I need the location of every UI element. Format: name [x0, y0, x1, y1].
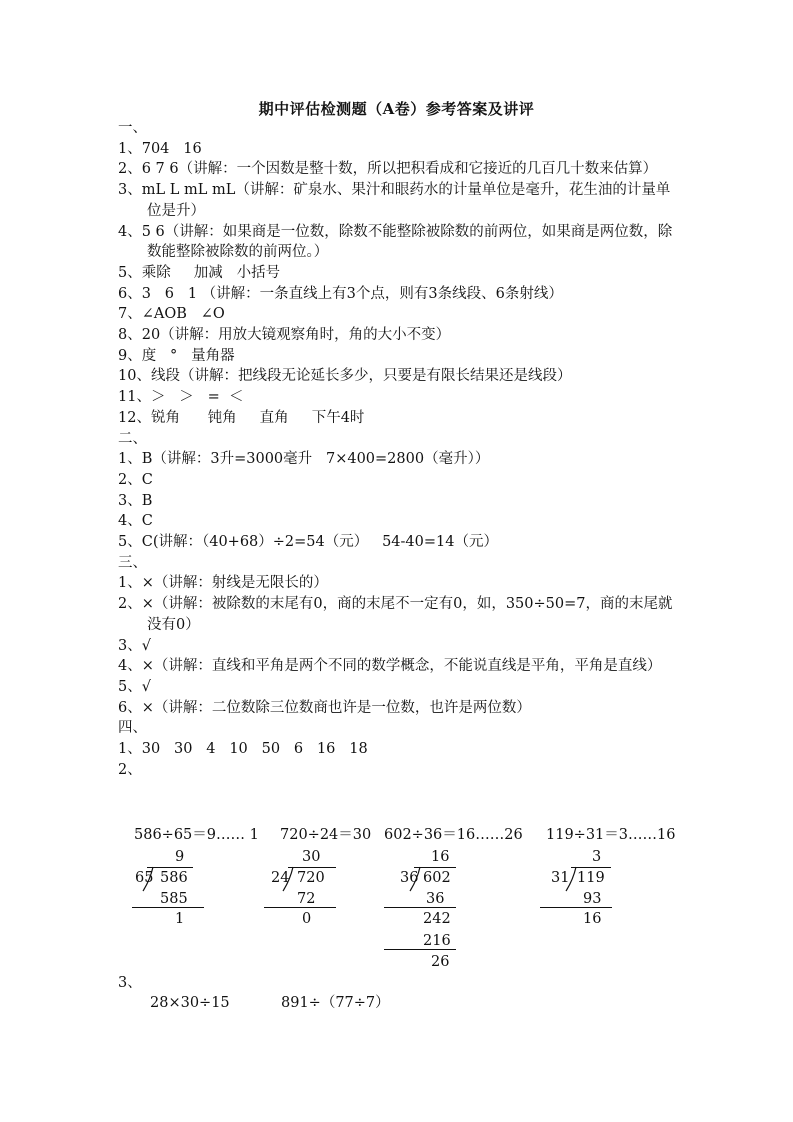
remainder: 0 — [302, 911, 312, 927]
quotient: 9 — [175, 849, 185, 865]
dividend: 586 — [160, 870, 188, 886]
division-bracket — [143, 867, 153, 891]
answer-item: 1、704 16 — [118, 140, 202, 157]
answer-item: 5、√ — [118, 678, 151, 695]
division-equation: 720÷24＝30 — [280, 827, 372, 843]
answer-item: 4、C — [118, 513, 153, 530]
division-bracket — [283, 867, 293, 891]
subtraction-step: 216 — [423, 933, 451, 949]
answer-item: 6、3 6 1 （讲解：一条直线上有3个点，则有3条线段、6条射线） — [118, 285, 563, 302]
answer-item: 3、mL L mL mL（讲解：矿泉水、果汁和眼药水的计量单位是毫升，花生油的计量单位是升） — [118, 182, 671, 219]
answer-item: 10、线段（讲解：把线段无论延长多少，只要是有限长结果还是线段） — [118, 368, 572, 385]
answer-item: 3、√ — [118, 637, 151, 654]
expression: 28×30÷15 — [150, 995, 230, 1011]
division-bracket — [410, 867, 420, 891]
answer-item: 6、×（讲解：二位数除三位数商也许是一位数，也许是两位数） — [118, 699, 531, 716]
divisor: 31 — [551, 870, 570, 886]
answer-item: 3、B — [118, 492, 153, 509]
answer-item: 4、5 6（讲解：如果商是一位数，除数不能整除被除数的前两位，如果商是两位数，除数能整除被除数的前两位。） — [118, 223, 673, 261]
answer-item: 4、×（讲解：直线和平角是两个不同的数学概念，不能说直线是平角，平角是直线） — [118, 658, 662, 675]
page-title: 期中评估检测题（A卷）参考答案及讲评 — [258, 100, 535, 118]
quotient: 16 — [431, 849, 450, 865]
answer-item: 2、C — [118, 471, 153, 488]
expression: 891÷（77÷7） — [281, 995, 390, 1011]
divisor: 24 — [271, 870, 290, 886]
answer-item: 9、度 ° 量角器 — [118, 347, 235, 364]
answer-item: 2、×（讲解：被除数的末尾有0，商的末尾不一定有0，如，350÷50=7，商的末尾就没有0） — [118, 596, 673, 633]
division-equation: 586÷65＝9…… 1 — [134, 827, 259, 843]
dividend: 720 — [297, 870, 325, 886]
quotient: 3 — [592, 849, 602, 865]
section-heading: 一、 — [118, 120, 147, 136]
answer-item: 5、C(讲解：（40+68）÷2=54（元） 54-40=14（元） — [118, 534, 498, 551]
answer-item: 5、乘除 加减 小括号 — [118, 264, 281, 281]
subtraction-step: 72 — [297, 891, 316, 907]
answer-item: 8、20（讲解：用放大镜观察角时，角的大小不变） — [118, 327, 451, 344]
section-heading: 三、 — [118, 554, 147, 571]
answer-item: 1、B（讲解：3升=3000毫升 7×400=2800（毫升）） — [118, 451, 490, 468]
quotient: 30 — [302, 849, 321, 865]
section-heading: 四、 — [118, 720, 147, 737]
section-heading: 二、 — [118, 430, 147, 447]
answer-item: 2、6 7 6（讲解：一个因数是整十数，所以把积看成和它接近的几百几十数来估算） — [118, 161, 658, 178]
remainder: 1 — [175, 911, 185, 927]
dividend: 602 — [423, 870, 451, 886]
dividend: 119 — [577, 870, 605, 886]
divisor: 65 — [135, 870, 154, 886]
division-bracket — [566, 867, 576, 891]
division-equation: 602÷36＝16……26 — [384, 827, 523, 843]
answer-item: 11、＞ ＞ = ＜ — [118, 389, 244, 406]
partial-result: 242 — [423, 911, 451, 927]
division-equation: 119÷31＝3……16 — [546, 827, 676, 843]
answer-item: 7、∠AOB ∠O — [118, 306, 225, 323]
subtraction-step: 36 — [426, 891, 445, 907]
answer-item: 12、锐角 钝角 直角 下午4时 — [118, 409, 365, 426]
subtraction-step: 93 — [583, 891, 602, 907]
remainder: 26 — [431, 954, 450, 970]
answer-item: 2、 — [118, 761, 142, 778]
divisor: 36 — [400, 870, 419, 886]
part3-heading: 3、 — [118, 975, 142, 991]
answer-item: 1、×（讲解：射线是无限长的） — [118, 575, 328, 592]
remainder: 16 — [583, 911, 602, 927]
subtraction-step: 585 — [160, 891, 188, 907]
answer-item: 1、30 30 4 10 50 6 16 18 — [118, 741, 368, 758]
